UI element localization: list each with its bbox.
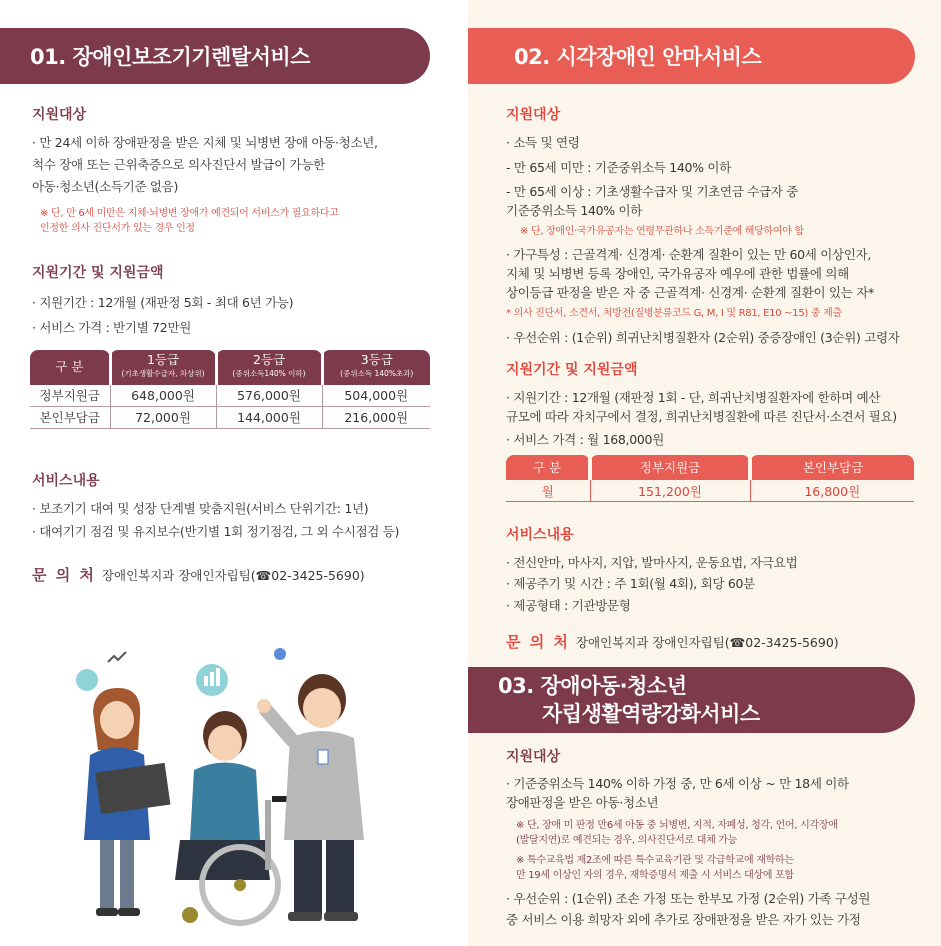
s2-target-title: 지원대상 (506, 107, 561, 123)
s2-family-line: · 가구특성 : 근골격계· 신경계· 순환계 질환이 있는 만 60세 이상인자, (506, 247, 872, 262)
s1-price-table (30, 350, 430, 429)
s2-th: 본인부담금 (750, 455, 914, 480)
s1-th: 1등급 (기초생활수급자, 차상위) (110, 350, 216, 384)
contact-text: 장애인복지과 장애인자립팀(☎02-3425-5690) (575, 635, 839, 650)
section2-banner (468, 28, 915, 84)
s1-target-line: 척수 장애 또는 근위축증으로 의사진단서 발급이 가능한 (32, 157, 325, 172)
people-illustration (60, 640, 390, 930)
contact-label: 문 의 처 (32, 566, 96, 584)
trend-icon (108, 652, 126, 662)
s3-target-title: 지원대상 (506, 749, 561, 765)
s3-priority-line: · 우선순위 : (1순위) 조손 가정 또는 한부모 가정 (2순위) 가족 구성원 (506, 891, 871, 906)
table-cell: 216,000원 (322, 406, 430, 428)
s3-priority-line: 중 서비스 이용 희망자 외에 추가로 장애판정을 받은 자가 있는 가정 (506, 912, 861, 927)
s3-target-line: · 기준중위소득 140% 이하 가정 중, 만 6세 이상 ~ 만 18세 이하 (506, 776, 849, 791)
table-cell: 정부지원금 (30, 384, 110, 406)
s2-period-line: 규모에 따라 자치구에서 결정, 희귀난치병질환에 따른 진단서·소견서 필요) (506, 409, 897, 424)
pie-bubble-icon (274, 648, 286, 660)
s1-note: ※ 단, 만 6세 미만은 지체·뇌병변 장애가 예견되어 서비스가 필요하다고 (40, 208, 339, 219)
s1-content-line: · 보조기기 대여 및 성장 단계별 맞춤지원(서비스 단위기간: 1년) (32, 501, 369, 516)
s1-period-line: · 지원기간 : 12개월 (재판정 5회 - 최대 6년 가능) (32, 295, 294, 310)
s1-target-line: · 만 24세 이하 장애판정을 받은 지체 및 뇌병변 장애 아동·청소년, (32, 135, 378, 150)
s2-content-line: · 제공주기 및 시간 : 주 1회(월 4회), 회당 60분 (506, 576, 755, 591)
section1-banner (0, 28, 430, 84)
section3-title-line2: 자립생활역량강화서비스 (542, 702, 760, 726)
table-cell: 16,800원 (750, 480, 914, 502)
table-row (30, 406, 430, 428)
id-badge-icon (318, 750, 328, 764)
s2-target-line: 기준중위소득 140% 이하 (506, 203, 643, 218)
s1-period-title: 지원기간 및 지원금액 (32, 265, 164, 281)
s2-period-line: · 지원기간 : 12개월 (재판정 1회 - 단, 희귀난치병질환자에 한하며 예산 (506, 390, 881, 405)
s1-contact (32, 564, 365, 585)
section2-title: 02. 시각장애인 안마서비스 (514, 45, 762, 69)
s1-target-title: 지원대상 (32, 107, 87, 123)
table-row (30, 384, 430, 406)
s3-note: ※ 특수교육법 제2조에 따른 특수교육기관 및 각급학교에 재학하는 (516, 855, 794, 866)
s1-target-line: 아동·청소년(소득기준 없음) (32, 179, 179, 194)
s2-contact (506, 631, 839, 652)
s2-th: 구 분 (506, 455, 590, 480)
s2-target-line: · 소득 및 연령 (506, 135, 580, 150)
table-cell: 144,000원 (216, 406, 322, 428)
s1-period-line: · 서비스 가격 : 반기별 72만원 (32, 320, 192, 335)
table-cell: 504,000원 (322, 384, 430, 406)
table-cell: 648,000원 (110, 384, 216, 406)
s2-target-line: - 만 65세 미만 : 기준중위소득 140% 이하 (506, 160, 731, 175)
table-cell: 본인부담금 (30, 406, 110, 428)
s2-target-line: - 만 65세 이상 : 기초생활수급자 및 기초연금 수급자 중 (506, 184, 798, 199)
s2-content-line: · 제공형태 : 기관방문형 (506, 598, 631, 613)
s2-note: ※ 단, 장애인·국가유공자는 연령무관하나 소득기준에 해당하여야 함 (520, 226, 804, 237)
contact-label: 문 의 처 (506, 633, 570, 651)
section3-banner (468, 667, 915, 733)
s3-target-line: 장애판정을 받은 아동·청소년 (506, 795, 659, 810)
s3-note: ※ 단, 장애 미 판정 만6세 아동 중 뇌병변, 지적, 자폐성, 청각, 언어, 시각장애 (516, 820, 838, 831)
s1-th: 2등급 (중위소득140% 이하) (216, 350, 322, 384)
s1-th: 3등급 (중위소득 140%초과) (322, 350, 430, 384)
s1-th: 구 분 (30, 350, 110, 384)
s2-content-line: · 전신안마, 마사지, 지압, 발마사지, 운동요법, 자극요법 (506, 555, 798, 570)
table-cell: 72,000원 (110, 406, 216, 428)
s2-period-title: 지원기간 및 지원금액 (506, 362, 638, 378)
s2-period-line: · 서비스 가격 : 월 168,000원 (506, 432, 664, 447)
s2-note: * 의사 진단서, 소견서, 처방전(질병분류코드 G, M, I 및 R81, E10 ~15) 중 제출 (506, 308, 842, 319)
s2-family-line: 상이등급 판정을 받은 자 중 근골격계· 신경계· 순환계 질환이 있는 자* (506, 285, 874, 300)
decor-bubble-icon (76, 669, 98, 691)
s2-th: 정부지원금 (590, 455, 750, 480)
s1-content-line: · 대여기기 점검 및 유지보수(반기별 1회 정기점검, 그 외 수시점검 등) (32, 524, 400, 539)
contact-text: 장애인복지과 장애인자립팀(☎02-3425-5690) (101, 568, 365, 583)
s3-note: (발달지연)로 예견되는 경우, 의사진단서로 대체 가능 (516, 835, 738, 846)
s2-price-table (506, 455, 914, 502)
s1-content-title: 서비스내용 (32, 473, 100, 489)
table-cell: 151,200원 (590, 480, 750, 502)
table-cell: 576,000원 (216, 384, 322, 406)
table-cell: 월 (506, 480, 590, 502)
s3-note: 만 19세 이상인 자의 경우, 재학증명서 제출 시 서비스 대상에 포함 (516, 870, 794, 881)
section1-title: 01. 장애인보조기기렌탈서비스 (30, 45, 310, 69)
table-row (506, 480, 914, 502)
s2-priority: · 우선순위 : (1순위) 희귀난치병질환자 (2순위) 중증장애인 (3순위) 고령자 (506, 330, 900, 345)
s1-note: 인정한 의사 진단서가 있는 경우 인정 (40, 223, 195, 234)
s2-content-title: 서비스내용 (506, 527, 574, 543)
section3-title-line1: 03. 장애아동·청소년 (498, 674, 687, 698)
s2-family-line: 지체 및 뇌병변 등록 장애인, 국가유공자 예우에 관한 법률에 의해 (506, 266, 849, 281)
